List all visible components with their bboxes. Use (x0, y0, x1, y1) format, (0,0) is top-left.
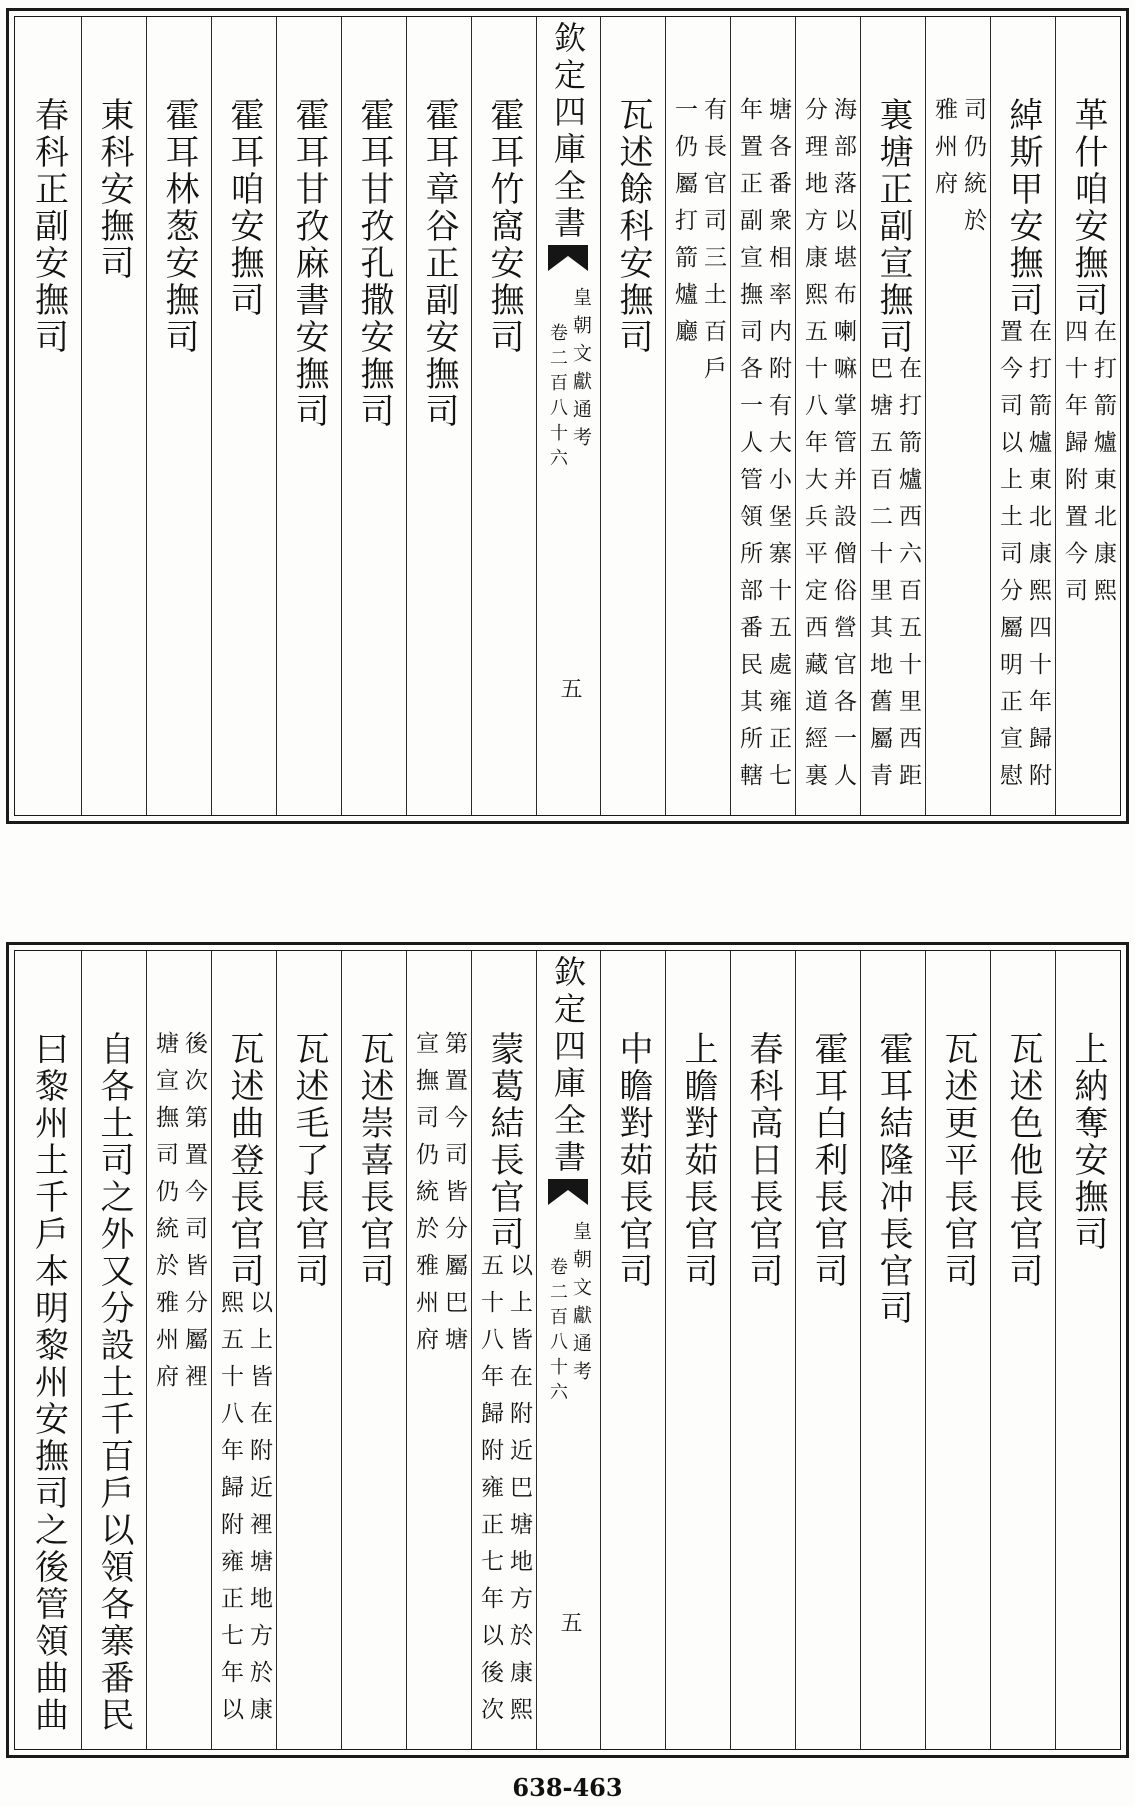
text-column (1055, 951, 1120, 1749)
banxin-book-title: 皇朝文獻通考 (570, 287, 592, 455)
text-column (795, 17, 860, 815)
double-line-note (737, 97, 789, 800)
column-main-text: 瓦述曲登長官司 (224, 1031, 264, 1290)
text-column (1055, 17, 1120, 815)
double-line-note (932, 97, 984, 245)
note-line-left: 分理地方康熙五十八年大兵平定西藏道經裏 (801, 97, 827, 800)
note-line-left: 巴塘五百二十里其地舊屬青 (866, 356, 892, 800)
column-main-text: 瓦述色他長官司 (1003, 1031, 1043, 1290)
column-main-text: 瓦述崇喜長官司 (354, 1031, 394, 1290)
banxin-juan: 卷二百八十六 (547, 1257, 568, 1407)
double-line-note (413, 1031, 465, 1364)
note-line-left: 熙五十八年歸附雍正七年以 (217, 1290, 243, 1734)
column-main-text: 春科正副安撫司 (28, 97, 69, 356)
text-column (81, 951, 146, 1749)
note-line-left: 置今司以上土司分屬明正宣慰 (996, 319, 1022, 800)
text-column (276, 951, 341, 1749)
banxin-book-title: 皇朝文獻通考 (570, 1221, 592, 1389)
text-column (341, 17, 406, 815)
text-column (925, 951, 990, 1749)
column-main-text: 東科安撫司 (94, 97, 134, 282)
column-main-text: 上納奪安撫司 (1068, 1031, 1108, 1253)
note-line-right: 後次第置今司皆分屬裡 (181, 1031, 207, 1401)
text-column (146, 17, 211, 815)
text-column (16, 951, 81, 1749)
note-line-right: 海部落以堪布喇嘛掌管并設僧俗營官各一人 (830, 97, 856, 800)
column-main-text: 霍耳甘孜孔撒安撫司 (354, 97, 394, 430)
text-column (600, 17, 665, 815)
banxin-center-column (536, 17, 600, 815)
fish-tail-mark (548, 1179, 588, 1205)
text-column (81, 17, 146, 815)
text-column (990, 951, 1055, 1749)
double-line-note (997, 319, 1049, 800)
column-main-text: 霍耳甘孜麻書安撫司 (289, 97, 329, 430)
text-column (16, 17, 81, 815)
text-column (471, 17, 536, 815)
note-line-left: 雅州府 (931, 97, 957, 208)
text-column (860, 17, 925, 815)
note-line-right: 以上皆在附近裡塘地方於康 (246, 1290, 272, 1734)
text-column (146, 951, 211, 1749)
text-column (990, 17, 1055, 815)
column-main-text: 霍耳林葱安撫司 (159, 97, 199, 356)
inner-frame-border (14, 950, 1121, 1750)
double-line-note (672, 97, 724, 393)
column-main-text: 霍耳竹窩安撫司 (484, 97, 524, 356)
text-column (860, 951, 925, 1749)
reprint-page-number: 638-463 (512, 1773, 623, 1802)
note-line-left: 一仍屬打箭爐廳 (671, 97, 697, 356)
double-line-note (153, 1031, 205, 1401)
column-main-text: 瓦述毛了長官司 (289, 1031, 329, 1290)
text-column (665, 17, 730, 815)
column-main-text: 瓦述餘科安撫司 (613, 97, 653, 356)
text-column (925, 17, 990, 815)
column-main-text: 綽斯甲安撫司 (1003, 97, 1043, 319)
text-column (406, 17, 471, 815)
banxin-juan: 卷二百八十六 (547, 323, 568, 473)
text-column (341, 951, 406, 1749)
column-main-text: 霍耳章谷正副安撫司 (419, 97, 459, 430)
column-main-text: 瓦述更平長官司 (938, 1031, 978, 1290)
note-line-left: 塘宣撫司仍統於雅州府 (152, 1031, 178, 1401)
double-line-note (478, 1253, 530, 1734)
upper-leaf (6, 8, 1129, 824)
double-line-note (867, 356, 919, 800)
column-main-text: 革什咱安撫司 (1068, 97, 1108, 319)
column-main-text: 霍耳咱安撫司 (224, 97, 264, 319)
note-line-left: 年置正副宣撫司各一人管領所部番民其所轄 (736, 97, 762, 800)
double-line-note (1062, 319, 1114, 615)
column-main-text: 蒙葛結長官司 (484, 1031, 524, 1253)
column-main-text: 中瞻對茹長官司 (613, 1031, 653, 1290)
text-column (211, 17, 276, 815)
text-column (471, 951, 536, 1749)
text-column (211, 951, 276, 1749)
note-line-right: 以上皆在附近巴塘地方於康熙 (506, 1253, 532, 1734)
note-line-right: 第置今司皆分屬巴塘 (441, 1031, 467, 1364)
lower-leaf (6, 942, 1129, 1758)
banxin-title: 欽定四庫全書 (549, 955, 587, 1177)
note-line-right: 塘各番衆相率内附有大小堡寨十五處雍正七 (765, 97, 791, 800)
column-main-text: 上瞻對茹長官司 (678, 1031, 718, 1290)
note-line-right: 在打箭爐東北康熙四十年歸附 (1025, 319, 1051, 800)
text-column (795, 951, 860, 1749)
column-main-text: 春科高日長官司 (743, 1031, 783, 1290)
column-main-text: 霍耳結隆冲長官司 (873, 1031, 913, 1327)
text-column (276, 17, 341, 815)
fish-tail-mark (548, 245, 588, 271)
text-column (600, 951, 665, 1749)
note-line-right: 有長官司三土百戶 (700, 97, 726, 393)
double-line-note (218, 1290, 270, 1734)
column-main-text: 裏塘正副宣撫司 (873, 97, 913, 356)
text-column (406, 951, 471, 1749)
double-line-note (802, 97, 854, 800)
note-line-left: 四十年歸附置今司 (1061, 319, 1087, 615)
inner-frame-border (14, 16, 1121, 816)
folio-number: 五 (557, 1611, 582, 1633)
text-column (730, 951, 795, 1749)
text-column (665, 951, 730, 1749)
note-line-right: 司仍統於 (960, 97, 986, 245)
column-main-text: 自各土司之外又分設土千百戶以領各寨番民 (94, 1031, 134, 1734)
folio-number: 五 (557, 677, 582, 699)
column-main-text: 曰黎州土千戶本明黎州安撫司之後管領曲曲 (28, 1031, 69, 1734)
banxin-center-column (536, 951, 600, 1749)
note-line-right: 在打箭爐西六百五十里西距 (895, 356, 921, 800)
note-line-right: 在打箭爐東北康熙 (1090, 319, 1116, 615)
text-column (730, 17, 795, 815)
column-main-text: 霍耳白利長官司 (808, 1031, 848, 1290)
banxin-title: 欽定四庫全書 (549, 21, 587, 243)
note-line-left: 五十八年歸附雍正七年以後次 (477, 1253, 503, 1734)
note-line-left: 宣撫司仍統於雅州府 (412, 1031, 438, 1364)
